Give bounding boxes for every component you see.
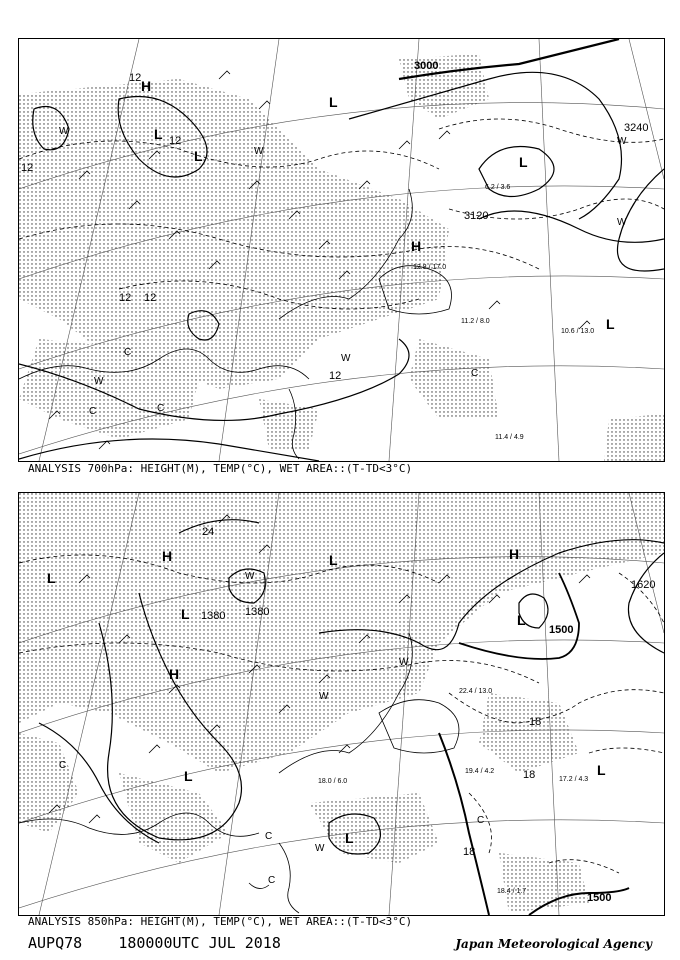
cold-center-marker: C <box>268 875 276 886</box>
isotherm-label: 12 <box>119 292 132 304</box>
low-pressure-marker: L <box>184 768 193 784</box>
chart-header <box>28 934 281 952</box>
station-value: 17.2 / 4.3 <box>559 776 589 783</box>
contour-label: 3120 <box>464 210 489 222</box>
cold-center-marker: C <box>59 760 67 771</box>
warm-center-marker: W <box>59 126 69 137</box>
wet-area-shading <box>19 54 664 461</box>
station-value: 11.2 / 8.0 <box>461 318 490 325</box>
low-pressure-marker: L <box>597 762 606 778</box>
cold-center-marker: C <box>265 831 273 842</box>
map-panel-700hpa <box>18 38 665 462</box>
warm-center-marker: W <box>254 146 264 157</box>
low-pressure-marker: L <box>329 552 338 568</box>
contour-label: 1500 <box>549 624 574 636</box>
isotherm-label: 12 <box>144 292 157 304</box>
map-panel-850hpa <box>18 492 665 916</box>
warm-center-marker: W <box>341 353 351 364</box>
contour-label: 3240 <box>624 122 649 134</box>
map-700hpa-svg <box>19 39 664 461</box>
warm-center-marker: W <box>315 843 325 854</box>
high-pressure-marker: H <box>509 546 520 562</box>
isotherm-label: 18 <box>529 716 542 728</box>
isotherm-label: 18 <box>523 769 536 781</box>
panel-caption-700hpa: ANALYSIS 700hPa: HEIGHT(M), TEMP(°C), WET AREA::(T-TD<3°C) <box>28 462 413 475</box>
map-850hpa-svg <box>19 493 664 915</box>
station-value: 22.4 / 13.0 <box>459 688 493 695</box>
low-pressure-marker: L <box>345 830 354 846</box>
agency-credit: Japan Meteorological Agency <box>455 937 652 951</box>
high-pressure-marker: H <box>162 548 173 564</box>
station-value: 19.4 / 4.2 <box>465 768 495 775</box>
station-value: 6.2 / 3.6 <box>485 184 511 191</box>
cold-center-marker: C <box>124 347 132 358</box>
high-pressure-marker: H <box>169 666 180 682</box>
low-pressure-marker: L <box>329 94 338 110</box>
warm-center-marker: W <box>245 571 255 582</box>
station-value: 18.0 / 6.0 <box>318 778 348 785</box>
contour-label: 1380 <box>201 610 226 622</box>
chart-id: AUPQ78 <box>28 934 83 952</box>
low-pressure-marker: L <box>194 148 203 164</box>
cold-center-marker: C <box>89 406 97 417</box>
isotherm-label: 12 <box>21 162 34 174</box>
isotherm-label: 12 <box>129 72 142 84</box>
station-value: 18.4 / 1.7 <box>497 888 527 895</box>
station-value: 12.8 / 17.0 <box>413 264 447 271</box>
high-pressure-marker: H <box>141 78 152 94</box>
isotherm-label: 12 <box>169 135 182 147</box>
station-value: 11.4 / 4.9 <box>495 434 524 441</box>
cold-center-marker: C <box>157 403 165 414</box>
low-pressure-marker: L <box>154 126 163 142</box>
isotherm-label: 18 <box>463 846 476 858</box>
warm-center-marker: W <box>617 217 627 228</box>
cold-center-marker: C <box>471 368 479 379</box>
warm-center-marker: W <box>319 691 329 702</box>
warm-center-marker: W <box>617 136 627 147</box>
contour-label: 1620 <box>631 579 656 591</box>
contour-label: 3000 <box>414 60 439 72</box>
isotherm-label: 12 <box>329 370 342 382</box>
low-pressure-marker: L <box>517 612 526 628</box>
high-pressure-marker: H <box>411 238 422 254</box>
isotherm-label: 24 <box>202 526 215 538</box>
low-pressure-marker: L <box>47 570 56 586</box>
contour-label: 1500 <box>587 892 612 904</box>
station-value: 10.6 / 13.0 <box>561 328 595 335</box>
low-pressure-marker: L <box>519 154 528 170</box>
cold-center-marker: C <box>477 815 485 826</box>
panel-caption-850hpa: ANALYSIS 850hPa: HEIGHT(M), TEMP(°C), WET AREA::(T-TD<3°C) <box>28 915 413 928</box>
warm-center-marker: W <box>399 657 409 668</box>
valid-time: 180000UTC JUL 2018 <box>118 934 281 952</box>
low-pressure-marker: L <box>606 316 615 332</box>
contour-label: 1380 <box>245 606 270 618</box>
warm-center-marker: W <box>94 376 104 387</box>
low-pressure-marker: L <box>181 606 190 622</box>
